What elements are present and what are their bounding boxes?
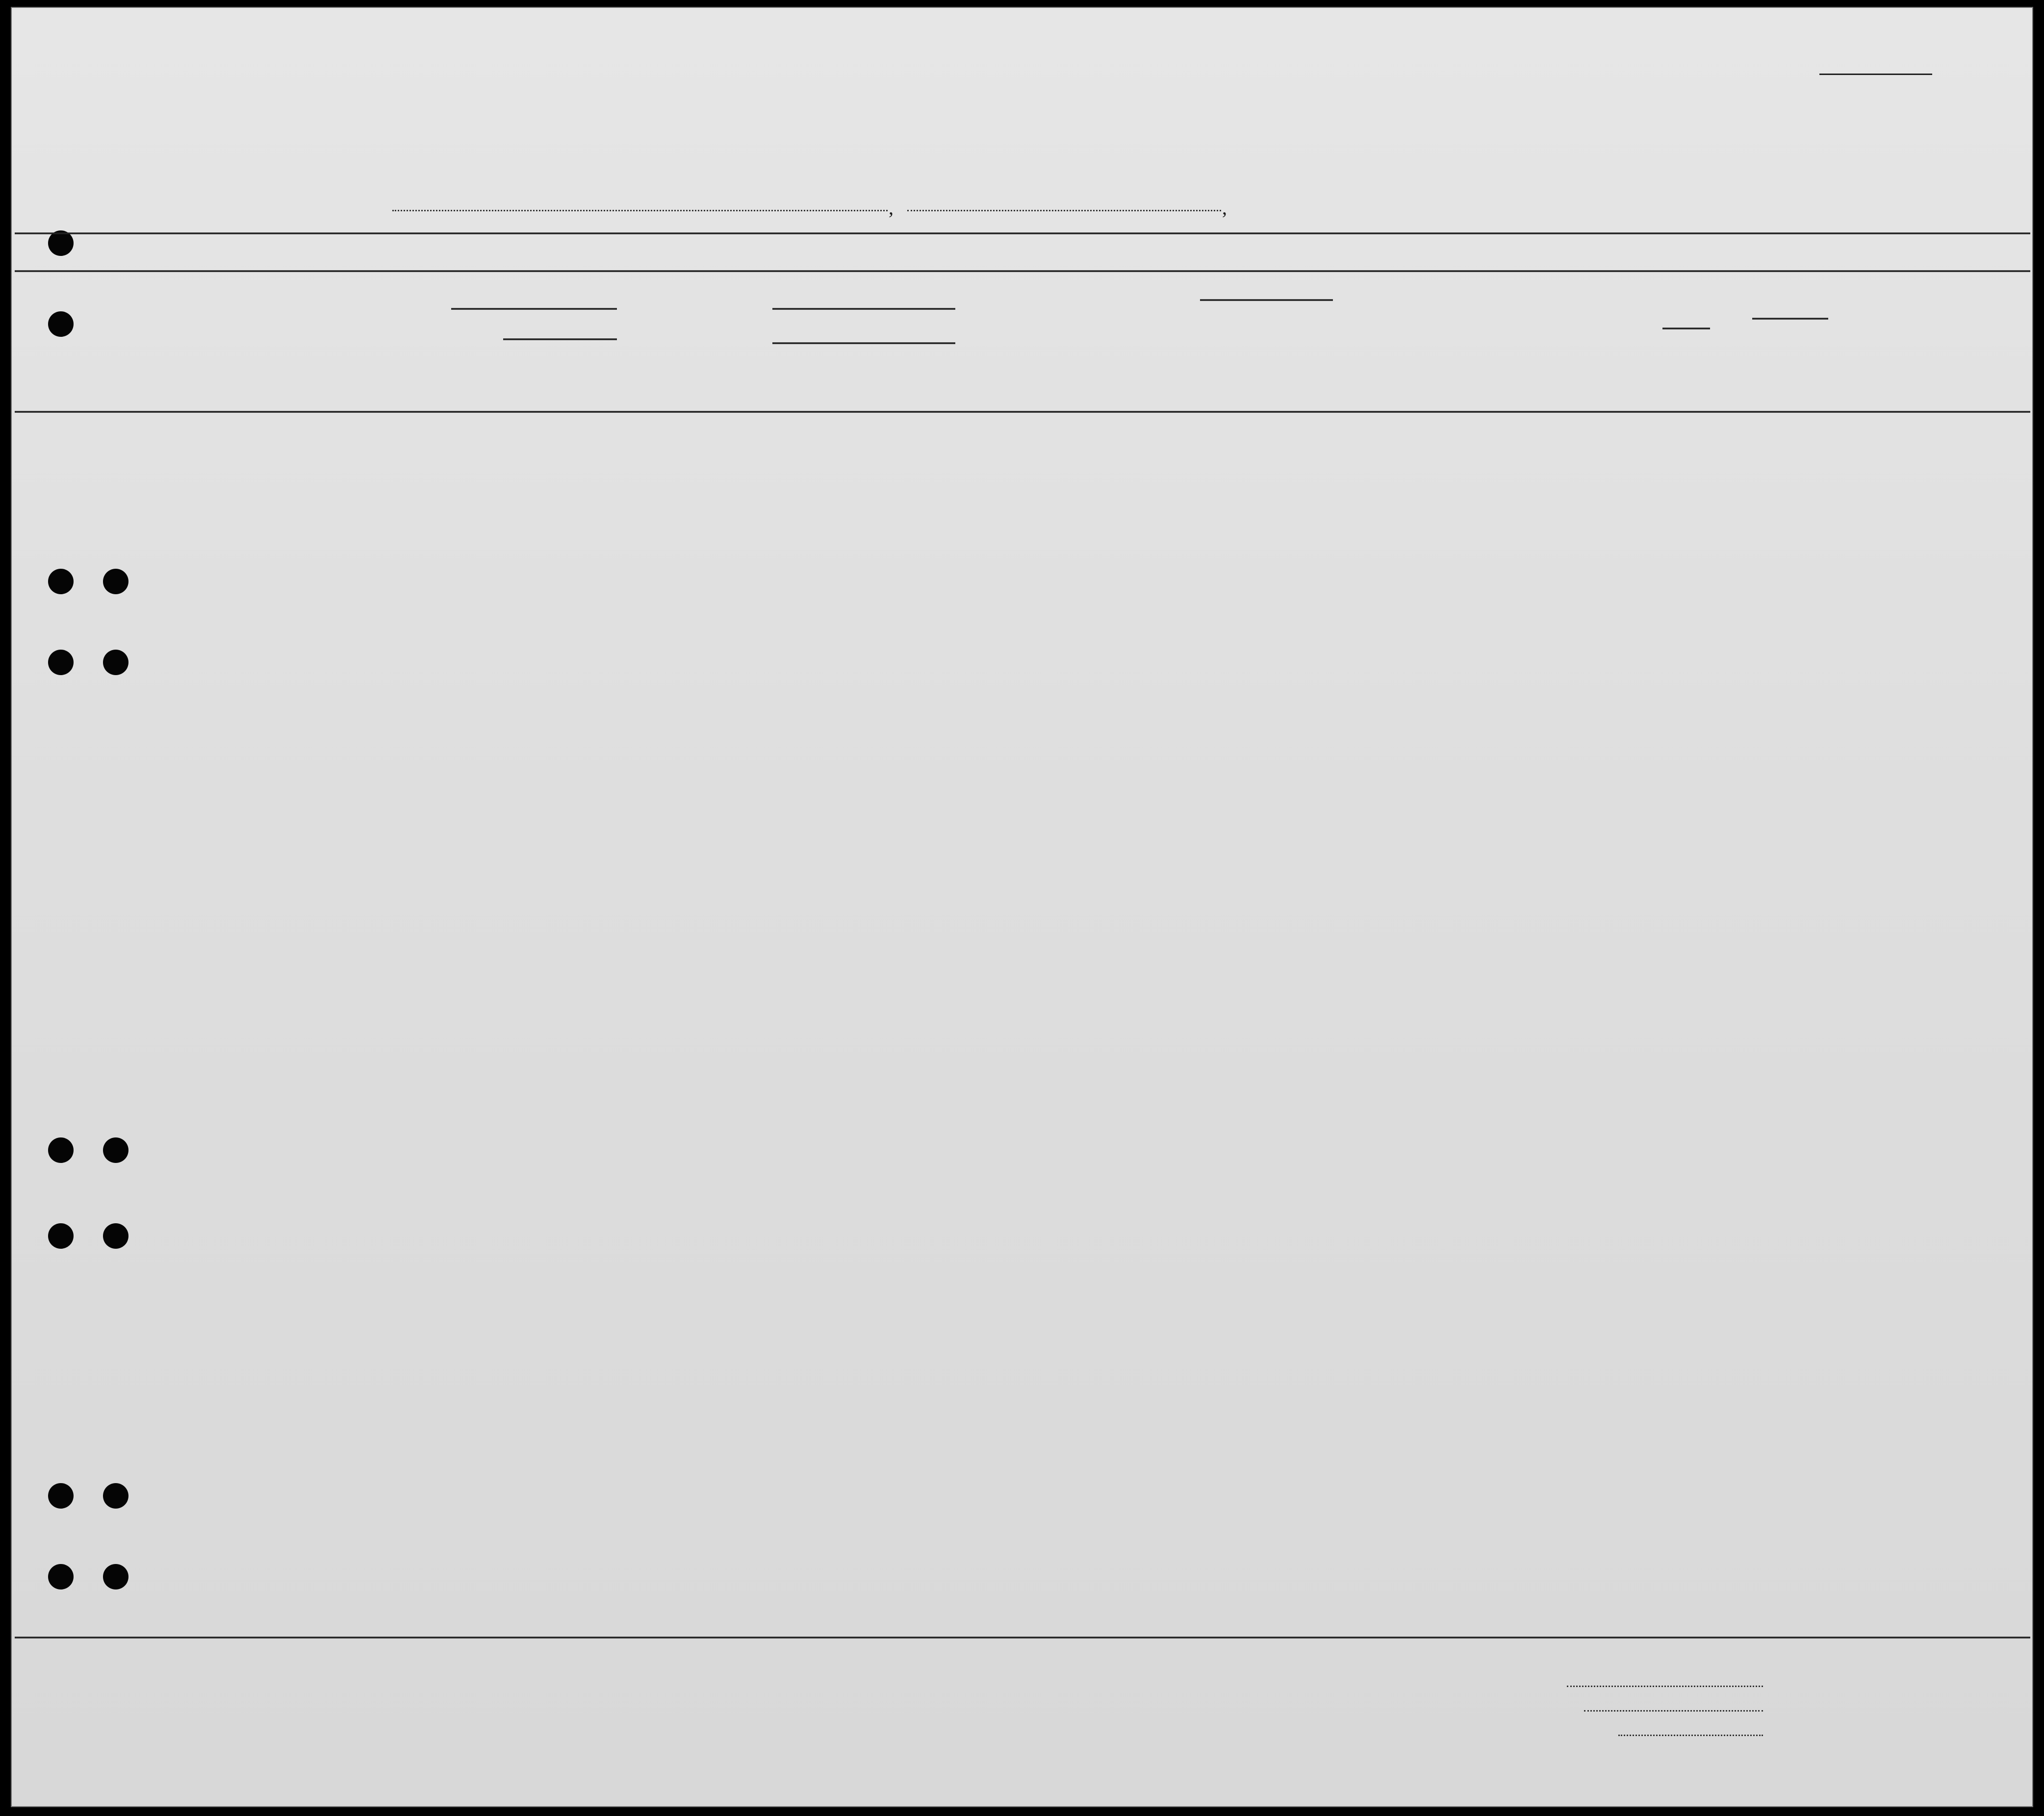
comma: , — [889, 197, 894, 219]
line-underline — [1567, 1686, 1763, 1687]
comma: , — [1222, 197, 1227, 219]
agents-underline — [1618, 1735, 1763, 1736]
owners-underline — [1584, 1710, 1763, 1712]
